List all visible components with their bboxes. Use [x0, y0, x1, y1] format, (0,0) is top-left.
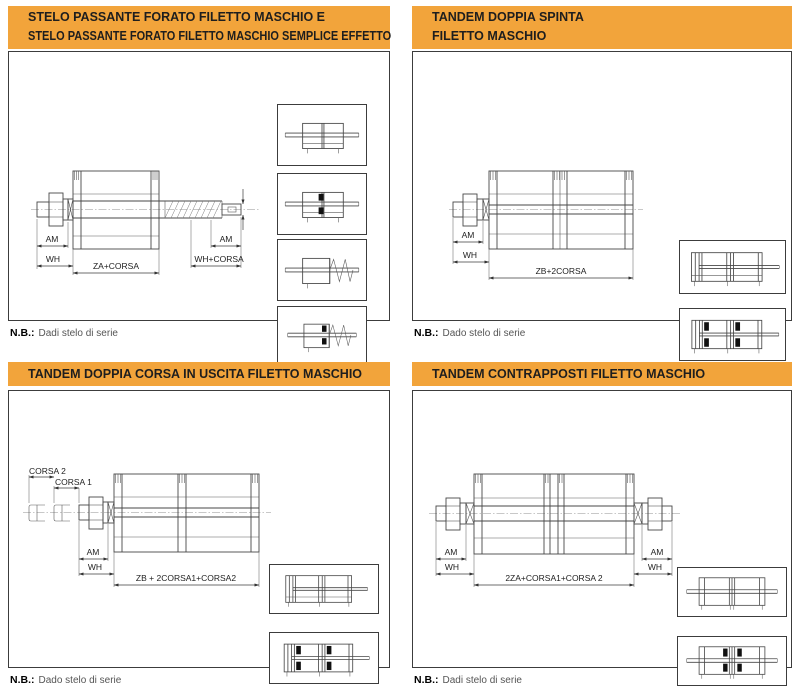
panel4-drawing-box: [412, 390, 792, 668]
schematic-opposed-magnetic-icon: [677, 636, 787, 686]
panel3-drawing-box: [8, 390, 390, 668]
schematic-single-acting-icon: [277, 239, 367, 301]
panel4-title-line1: TANDEM CONTRAPPOSTI FILETTO MASCHIO: [432, 367, 706, 381]
panel1-title-bar: [8, 6, 390, 49]
panel-stelo-passante: [8, 6, 390, 356]
dim-corsa2: CORSA 2: [29, 466, 66, 476]
schematic-opposed-icon: [677, 567, 787, 617]
dim-am-left: AM: [444, 547, 458, 557]
opposed-tandem-drawing: [425, 459, 685, 594]
schematic-tandem-icon: [679, 240, 786, 294]
panel2-note: [414, 327, 525, 339]
dim-wh-left: WH: [45, 254, 61, 264]
schematic-tandem-stroke-magnetic-icon: [269, 632, 379, 684]
panel4-note-label: N.B.:: [414, 674, 439, 686]
panel1-note: [10, 327, 118, 339]
dim-wh-right: WH: [647, 562, 663, 572]
panel2-note-label: N.B.:: [414, 327, 439, 339]
panel3-note: [10, 674, 121, 686]
panel-tandem-contrapposti: [412, 362, 792, 690]
schematic-through-rod-magnetic-icon: [277, 173, 367, 235]
panel3-title-line1: TANDEM DOPPIA CORSA IN USCITA FILETTO MASCHIO: [28, 367, 363, 381]
dim-wh-left: WH: [444, 562, 460, 572]
dim-za-corsa: ZA+CORSA: [92, 261, 140, 271]
dim-wh: WH: [462, 250, 478, 260]
panel4-note: [414, 674, 522, 686]
tandem-double-stroke-drawing: [19, 459, 279, 594]
panel2-note-text: Dado stelo di serie: [442, 328, 526, 339]
panel2-title-bar: [412, 6, 792, 49]
dim-am: AM: [86, 547, 100, 557]
panel-tandem-doppia-spinta: [412, 6, 792, 356]
panel1-title-line2: STELO PASSANTE FORATO FILETTO MASCHIO SEMPLICE EFFETTO: [28, 29, 392, 43]
panel3-note-label: N.B.:: [10, 674, 35, 686]
dim-zb-2corsa: ZB+2CORSA: [535, 266, 587, 276]
panel3-note-text: Dado stelo di serie: [38, 675, 122, 686]
through-rod-cylinder-drawing: [19, 157, 269, 282]
schematic-through-rod-icon: [277, 104, 367, 166]
panel3-title-bar: [8, 362, 390, 386]
dim-wh: WH: [87, 562, 103, 572]
schematic-tandem-magnetic-icon: [679, 308, 786, 361]
dim-am: AM: [461, 230, 475, 240]
schematic-single-acting-magnetic-icon: [277, 306, 367, 364]
panel1-title-line1: STELO PASSANTE FORATO FILETTO MASCHIO E: [28, 10, 326, 24]
dim-am-left: AM: [45, 234, 59, 244]
schematic-tandem-stroke-icon: [269, 564, 379, 614]
panel2-title-line1: TANDEM DOPPIA SPINTA: [432, 10, 584, 24]
panel4-note-text: Dadi stelo di serie: [442, 675, 522, 686]
dim-corsa1: CORSA 1: [55, 477, 92, 487]
dim-am-right: AM: [650, 547, 664, 557]
panel2-title-line2: FILETTO MASCHIO: [432, 29, 547, 43]
panel2-drawing-box: [412, 51, 792, 321]
dim-am-right: AM: [219, 234, 233, 244]
tandem-cylinder-drawing: [443, 156, 653, 291]
dim-wh-corsa: WH+CORSA: [194, 254, 244, 264]
panel1-drawing-box: [8, 51, 390, 321]
dim-zb-total: ZB + 2CORSA1+CORSA2: [135, 573, 237, 583]
panel1-note-label: N.B.:: [10, 327, 35, 339]
dim-total: 2ZA+CORSA1+CORSA 2: [505, 573, 603, 583]
panel4-title-bar: [412, 362, 792, 386]
panel1-note-text: Dadi stelo di serie: [38, 328, 118, 339]
panel-tandem-doppia-corsa: [8, 362, 390, 690]
